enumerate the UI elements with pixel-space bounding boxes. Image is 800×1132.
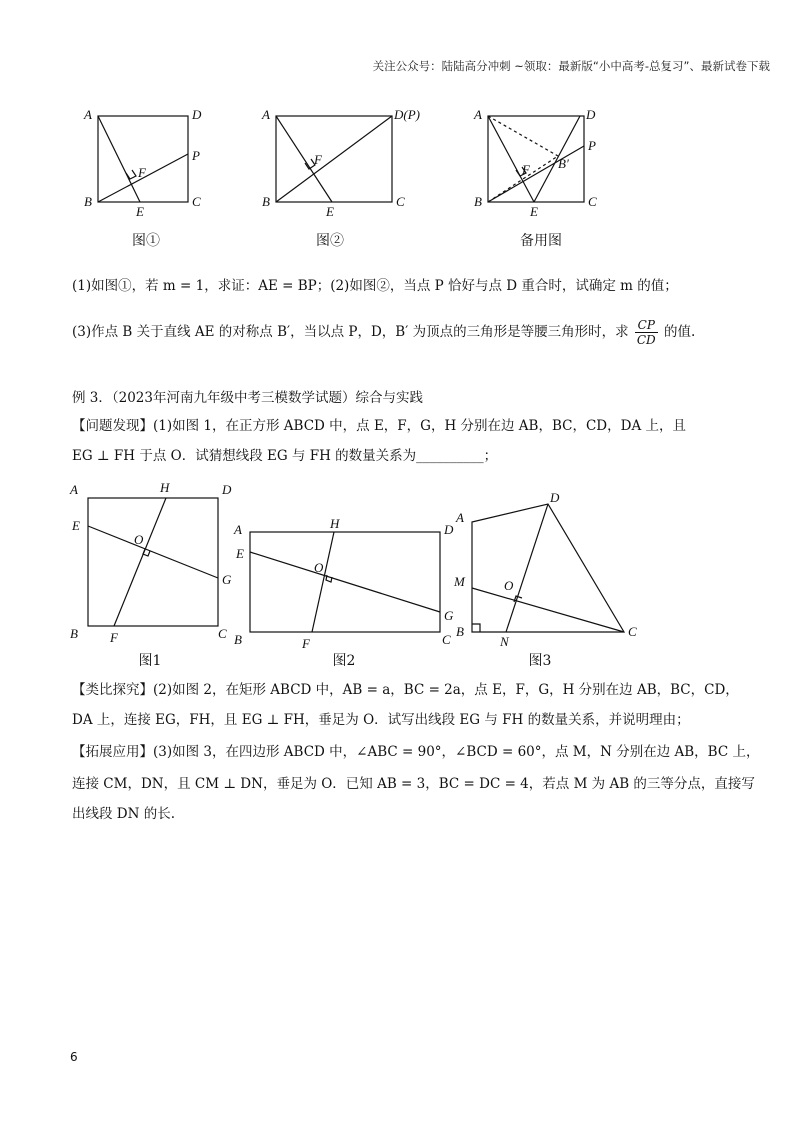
figure-spare <box>472 104 612 219</box>
spare-label-p: P <box>588 138 596 153</box>
fig2-label-a: A <box>262 107 270 122</box>
ex-fig3-right-angle-b <box>472 624 480 632</box>
fig1-label-d: D <box>192 107 202 122</box>
application-line-1: 【拓展应用】(3)如图 3，在四边形 ABCD 中，∠ABC = 90°，∠BCD = 60°，点 M，N 分别在边 AB，BC 上， <box>72 744 760 760</box>
fig1-label-a: A <box>84 107 92 122</box>
example-figure-3 <box>452 486 652 649</box>
spare-caption: 备用图 <box>520 233 562 249</box>
ex-fig1-line-eg <box>88 526 218 578</box>
ex-fig2-label-a: A <box>234 522 242 537</box>
fig1-rectangle <box>98 116 188 202</box>
ex-fig3-label-n: N <box>500 634 509 649</box>
ex-fig1-label-a: A <box>70 482 78 497</box>
ex-fig1-square <box>88 498 218 626</box>
fig2-label-f: F <box>314 152 322 167</box>
analogy-line-2: DA 上，连接 EG，FH，且 EG ⊥ FH，垂足为 O．试写出线段 EG 与 FH 的数量关系，并说明理由； <box>72 712 690 728</box>
fraction-numerator: CP <box>635 318 658 333</box>
ex-fig3-label-m: M <box>454 574 465 589</box>
spare-label-e: E <box>530 204 538 219</box>
question-3 <box>72 318 732 347</box>
example-figure-1-caption: 图1 <box>138 653 162 669</box>
figure-1-circled <box>80 104 210 219</box>
ex-fig1-line-hf <box>114 498 166 626</box>
fig2-line-bd <box>276 116 392 202</box>
question-3-text: (3)作点 B 关于直线 AE 的对称点 B′，当以点 P，D，B′ 为顶点的三角形是等腰三角形时，求 <box>72 324 629 340</box>
fig1-label-f: F <box>138 165 146 180</box>
ex-fig2-right-angle-mark <box>326 575 332 582</box>
ex-fig3-label-o: O <box>504 578 514 593</box>
ex-fig2-line-eg <box>250 552 440 612</box>
fraction-denominator: CD <box>636 333 656 347</box>
spare-label-b: B <box>474 194 482 209</box>
ex-fig1-label-d: D <box>222 482 232 497</box>
example-figure-1 <box>66 478 246 648</box>
page-header: 关注公众号：陆陆高分冲刺 ~领取：最新版“小中高考-总复习”、最新试卷下载 <box>372 59 770 73</box>
ex-fig3-quadrilateral <box>472 504 624 632</box>
fig1-label-p: P <box>192 148 200 163</box>
ex-fig2-label-h: H <box>330 516 340 531</box>
fig2-label-e: E <box>326 204 334 219</box>
fraction-cp-cd <box>635 318 658 347</box>
fig2-caption: 图② <box>316 233 344 249</box>
example-figure-2-caption: 图2 <box>332 653 356 669</box>
fig1-label-e: E <box>136 204 144 219</box>
spare-line-bp <box>488 146 584 202</box>
fig2-label-b: B <box>262 194 270 209</box>
ex-fig1-label-g: G <box>222 572 232 587</box>
example-3-title: 例 3．（2023年河南九年级中考三模数学试题）综合与实践 <box>72 390 423 406</box>
spare-line-e-top <box>534 116 580 202</box>
analogy-line-1: 【类比探究】(2)如图 2，在矩形 ABCD 中，AB = a，BC = 2a，点 E，F，G，H 分别在边 AB，BC，CD， <box>72 682 739 698</box>
example-figure-2 <box>230 512 470 652</box>
fig2-line-ae <box>276 116 332 202</box>
ex-fig3-label-c: C <box>628 624 637 639</box>
ex-fig1-label-o: O <box>134 532 144 547</box>
ex-fig2-label-g: G <box>444 608 454 623</box>
ex-fig2-label-d: D <box>444 522 454 537</box>
ex-fig2-label-o: O <box>314 560 324 575</box>
fig1-line-ae <box>98 116 140 202</box>
ex-fig2-label-b: B <box>234 632 242 647</box>
spare-label-c: C <box>588 194 597 209</box>
ex-fig1-label-h: H <box>160 480 170 495</box>
fig1-label-b: B <box>84 194 92 209</box>
spare-label-f: F <box>522 162 530 177</box>
fig1-label-c: C <box>192 194 201 209</box>
page-number: 6 <box>70 1050 78 1064</box>
application-line-2: 连接 CM，DN，且 CM ⊥ DN，垂足为 O．已知 AB = 3，BC = DC = 4，若点 M 为 AB 的三等分点，直接写 <box>72 776 755 792</box>
fig2-label-dp: D(P) <box>394 107 420 122</box>
question-3-tail: 的值. <box>663 324 696 340</box>
spare-label-d: D <box>586 107 596 122</box>
fig1-caption: 图① <box>132 233 160 249</box>
ex-fig1-label-f: F <box>110 630 118 645</box>
ex-fig1-label-e: E <box>72 518 80 533</box>
example-figure-3-caption: 图3 <box>528 653 552 669</box>
question-1-2: (1)如图①，若 m = 1，求证：AE = BP；(2)如图②，当点 P 恰好与点 D 重合时，试确定 m 的值； <box>72 278 678 294</box>
fig2-label-c: C <box>396 194 405 209</box>
problem-discovery-line-2: EG ⊥ FH 于点 O．试猜想线段 EG 与 FH 的数量关系为__________； <box>72 448 498 464</box>
ex-fig1-label-b: B <box>70 626 78 641</box>
ex-fig3-label-d: D <box>550 490 560 505</box>
problem-discovery-line-1: 【问题发现】(1)如图 1，在正方形 ABCD 中，点 E，F，G，H 分别在边 AB，BC，CD，DA 上，且 <box>72 418 686 434</box>
ex-fig2-label-e: E <box>236 546 244 561</box>
spare-rectangle <box>488 116 584 202</box>
application-line-3: 出线段 DN 的长. <box>72 806 176 822</box>
ex-fig3-label-a: A <box>456 510 464 525</box>
ex-fig3-line-dn <box>506 504 548 632</box>
spare-label-a: A <box>474 107 482 122</box>
ex-fig1-label-c: C <box>218 626 227 641</box>
ex-fig2-label-c: C <box>442 632 451 647</box>
ex-fig2-label-f: F <box>302 636 310 651</box>
ex-fig3-label-b: B <box>456 624 464 639</box>
figure-2-circled <box>262 104 422 219</box>
spare-label-b-prime: B′ <box>558 156 569 171</box>
